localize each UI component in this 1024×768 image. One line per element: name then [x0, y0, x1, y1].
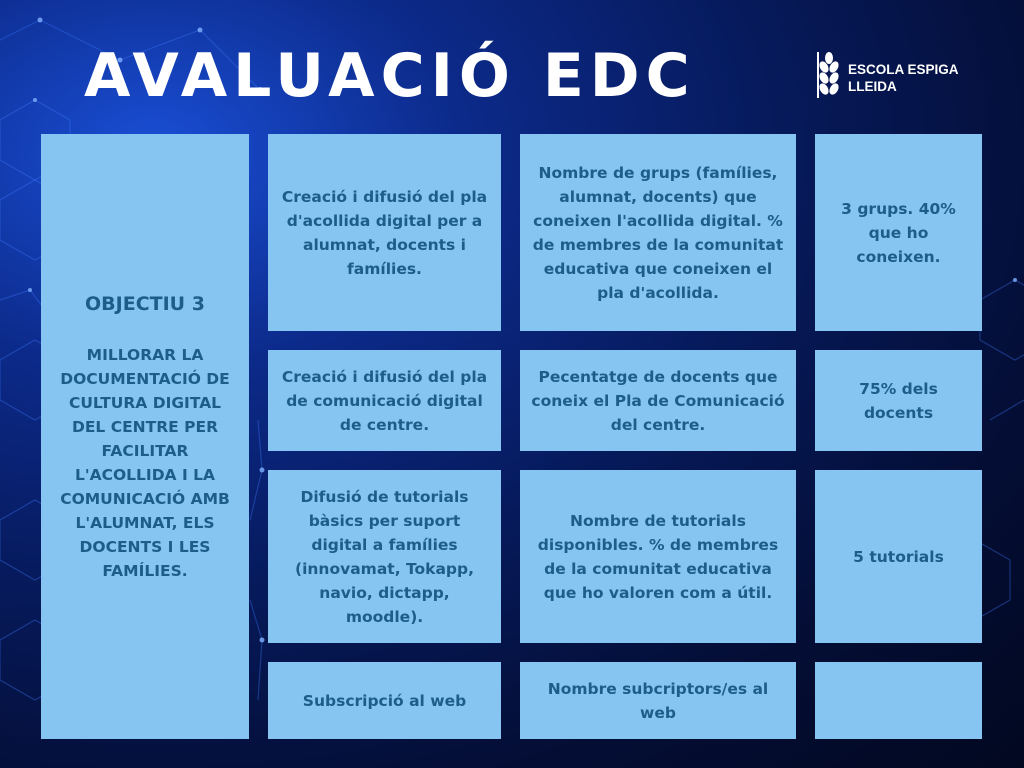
logo-line-1: ESCOLA ESPIGA [848, 62, 959, 77]
action-cell-3 [268, 470, 501, 643]
result-cell-3 [815, 470, 982, 643]
action-text-3: Difusió de tutorials bàsics per suport digital a famílies (innovamat, Tokapp, navio, dictapp, moodle). [295, 487, 474, 626]
result-text-2: 75% dels docents [859, 379, 938, 422]
wheat-icon [816, 50, 844, 100]
action-text-4: Subscripció al web [302, 691, 467, 710]
result-cell-1 [815, 134, 982, 331]
action-cell-4 [268, 662, 501, 739]
result-text-3: 5 tutorials [853, 547, 944, 566]
action-cell-1 [268, 134, 501, 331]
indicator-text-3: Nombre de tutorials disponibles. % de membres de la comunitat educativa que ho valoren com a útil. [537, 511, 779, 602]
indicator-cell-4 [520, 662, 796, 739]
indicator-cell-3 [520, 470, 796, 643]
school-logo [816, 50, 996, 100]
result-cell-2 [815, 350, 982, 451]
objective-title: OBJECTIU 3 [85, 292, 205, 315]
logo-line-2: LLEIDA [848, 79, 897, 94]
result-text-1: 3 grups. 40% que ho coneixen. [841, 199, 956, 266]
page-title: AVALUACIÓ EDC [84, 41, 696, 111]
indicator-cell-2 [520, 350, 796, 451]
action-cell-2 [268, 350, 501, 451]
objective-cell [41, 134, 249, 739]
action-text-2: Creació i difusió del pla de comunicació digital de centre. [281, 367, 488, 434]
result-cell-4 [815, 662, 982, 739]
objective-description: MILLORAR LA DOCUMENTACIÓ DE CULTURA DIGITAL DEL CENTRE PER FACILITAR L'ACOLLIDA I LA COMUNICACIÓ AMB L'ALUMNAT, ELS DOCENTS I LES FAMÍLIES. [60, 345, 230, 580]
action-text-1: Creació i difusió del pla d'acollida digital per a alumnat, docents i famílies. [281, 187, 488, 278]
indicator-text-1: Nombre de grups (famílies, alumnat, docents) que coneixen l'acollida digital. % de membres de la comunitat educativa que coneixen el pla d'acollida. [532, 163, 784, 302]
indicator-text-2: Pecentatge de docents que coneix el Pla de Comunicació del centre. [531, 367, 785, 434]
indicator-cell-1 [520, 134, 796, 331]
indicator-text-4: Nombre subcriptors/es al web [547, 679, 769, 722]
